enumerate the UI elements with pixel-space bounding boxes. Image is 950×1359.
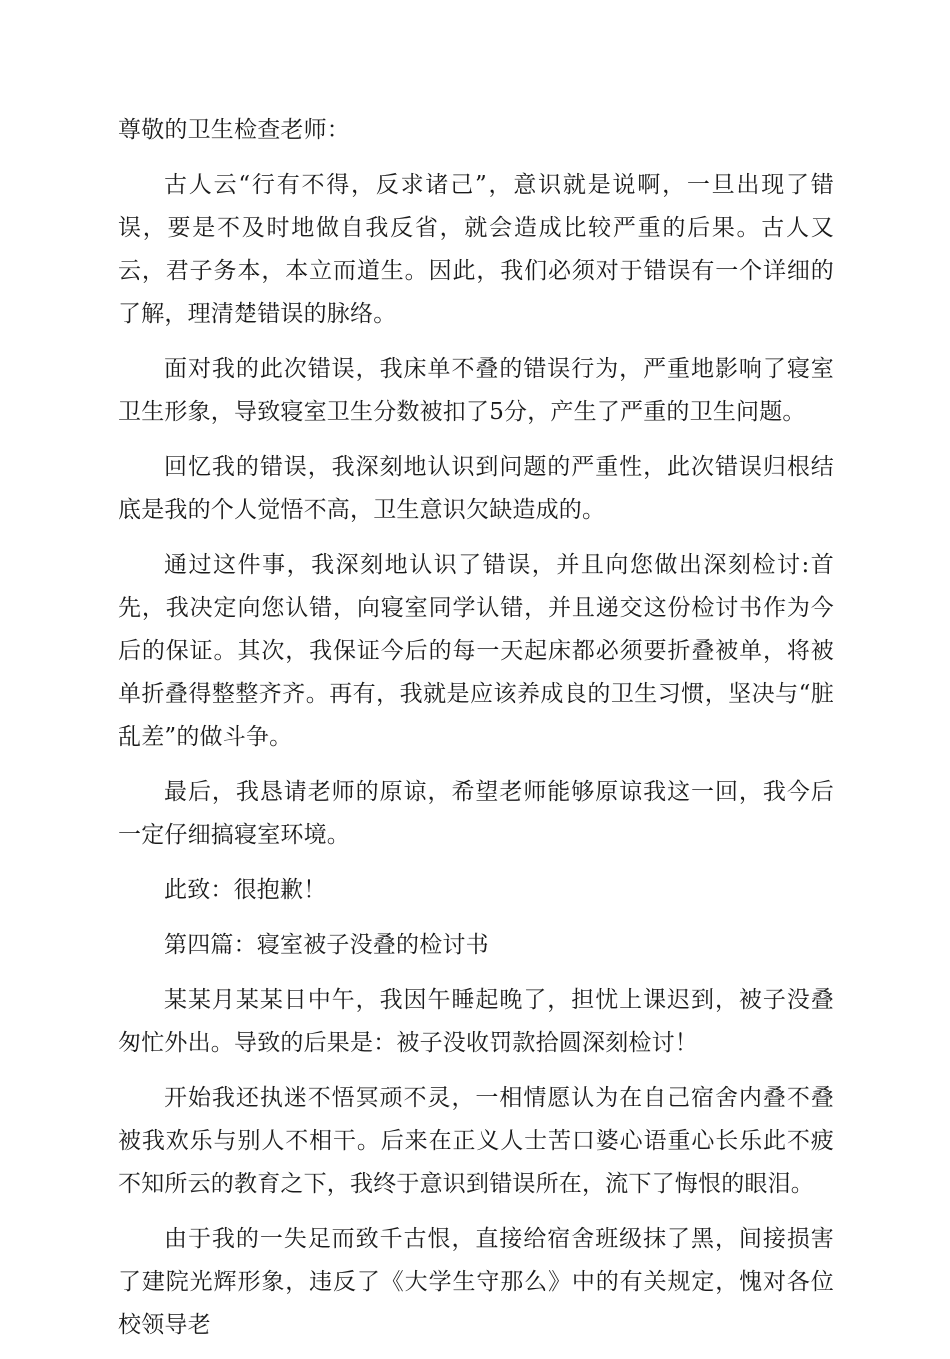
- sign-off: 此致：很抱歉！: [164, 877, 327, 903]
- paragraph-commitment: 通过这件事，我深刻地认识了错误，并且向您做出深刻检讨:首先，我决定向您认错，向寝室同学认错，并且递交这份检讨书作为今后的保证。其次，我保证今后的每一天起床都必须要折叠被单，将被单折叠得整整齐齐。再有，我就是应该养成良的卫生习惯，坚决与“脏乱差”的做斗争。: [118, 552, 834, 750]
- paragraph-realization: 开始我还执迷不悟冥顽不灵，一相情愿认为在自己宿舍内叠不叠被我欢乐与别人不相干。后来在正义人士苦口婆心语重心长乐此不疲不知所云的教育之下，我终于意识到错误所在，流下了悔恨的眼泪。: [118, 1085, 834, 1197]
- section-heading: 第四篇：寝室被子没叠的检讨书: [164, 932, 489, 958]
- paragraph-consequence: 由于我的一失足而致千古恨，直接给宿舍班级抹了黑，间接损害了建院光辉形象，违反了《大学生守那么》中的有关规定，愧对各位校领导老: [118, 1226, 834, 1338]
- paragraph-closing: 最后，我恳请老师的原谅，希望老师能够原谅我这一回，我今后一定仔细搞寝室环境。: [118, 779, 834, 848]
- paragraph-reflection: 古人云“行有不得，反求诸己”，意识就是说啊，一旦出现了错误，要是不及时地做自我反省，就会造成比较严重的后果。古人又云，君子务本，本立而道生。因此，我们必须对于错误有一个详细的了解，理清楚错误的脉络。: [118, 172, 834, 327]
- document-body: [118, 109, 834, 1359]
- paragraph-incident: 某某月某某日中午，我因午睡起晚了，担忧上课迟到，被子没叠匆忙外出。导致的后果是：被子没收罚款拾圆深刻检讨！: [118, 987, 834, 1056]
- paragraph-mistake: 面对我的此次错误，我床单不叠的错误行为，严重地影响了寝室卫生形象，导致寝室卫生分数被扣了5分，产生了严重的卫生问题。: [118, 356, 834, 425]
- salutation: 尊敬的卫生检查老师：: [118, 117, 350, 143]
- paragraph-recall: 回忆我的错误，我深刻地认识到问题的严重性，此次错误归根结底是我的个人觉悟不高，卫生意识欠缺造成的。: [118, 454, 834, 523]
